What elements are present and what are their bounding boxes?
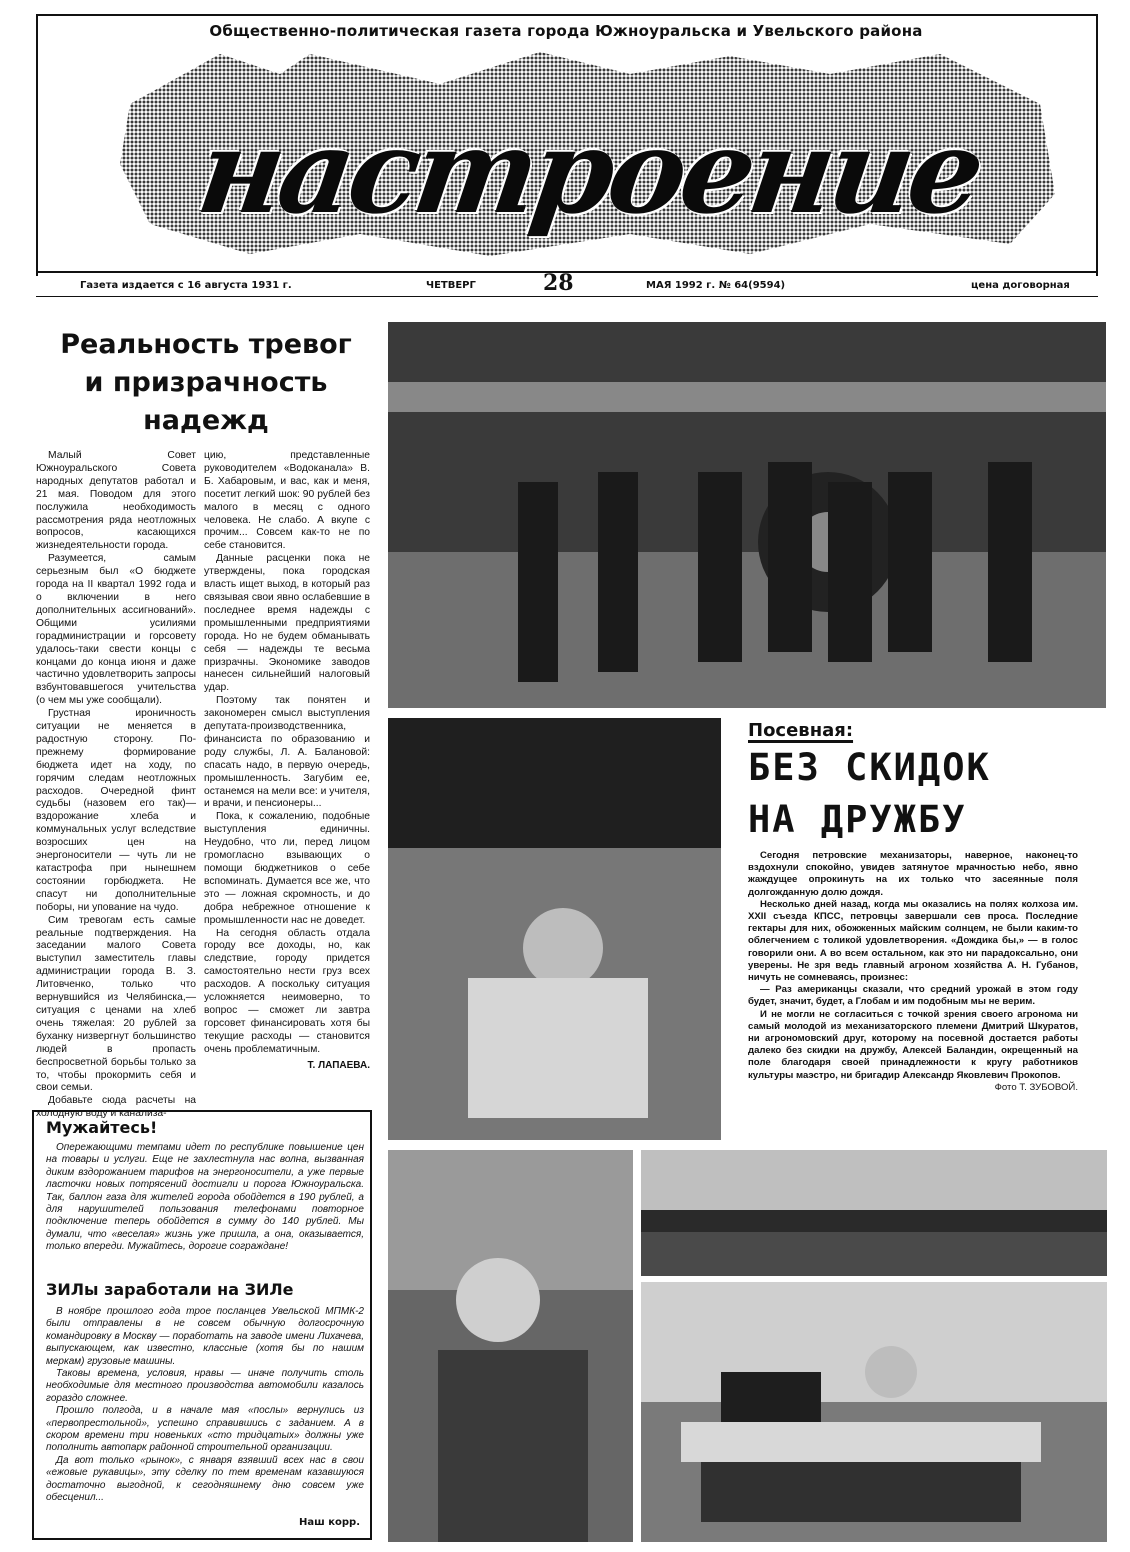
paragraph: Сегодня петровские механизаторы, наверное, наконец-то вздохнули спокойно, увидев затянутое мрачностью небо, явно жаждущее опрокинуть на их только что засеянные поля долгожданную долю дождя. xyxy=(748,850,1078,898)
headline-line: и призрачность xyxy=(84,367,328,398)
month-issue: МАЯ 1992 г. № 64(9594) xyxy=(646,280,786,291)
photo-man-crouching xyxy=(388,718,721,1140)
brief2-signature: Наш корр. xyxy=(299,1517,360,1528)
photo-field-machinery xyxy=(641,1150,1107,1276)
brief2-title: ЗИЛы заработали на ЗИЛе xyxy=(46,1280,294,1299)
paragraph: На сегодня область отдала городу все доходы, но, как следствие, городу придется самостоятельно нести груз всех расходов. А поскольку ситуация усложняется неимоверно, то вопрос — сможет ли завтра горсовет финансировать хотя бы текущие расходы — становится очень проблематичным. xyxy=(204,927,370,1055)
sowing-kicker: Посевная: xyxy=(748,720,854,741)
paragraph: Прошло полгода, и в начале мая «послы» вернулись из «первопрестольной», успешно справившись с заданием. А в скором времени три новеньких «сто тридцатых» должны уже пополнить автопарк районной строительной организации. xyxy=(46,1405,364,1454)
photo-man-in-cap-image xyxy=(388,1150,633,1542)
paragraph: В ноябре прошлого года трое посланцев Увельской МПМК-2 были отправлены в не совсем обычную долгосрочную командировку в Москву — поработать на заводе имени Лихачева, выпускающем, как известно, классные (хотя бы по нашим меркам) грузовые машины. xyxy=(46,1306,364,1367)
paragraph: И не могли не согласиться с точкой зрения своего агронома ни самый молодой из механизаторского племени Дмитрий Шкуратов, ни агрономовский друг, которому на посевной достается работы далеко без скидки на дружбу, Алексей Баландин, окрещенный на поле благодаря своей принадлежности к кругу работников культуры маэстро, ни бригадир Александр Яковлевич Прокопов. xyxy=(748,1008,1078,1081)
sowing-headline-line1: БЕЗ СКИДОК xyxy=(748,746,991,789)
paragraph: Таковы времена, условия, нравы — иначе получить столь необходимые для местного производства автомобили казалось гораздо сложнее. xyxy=(46,1368,364,1404)
paragraph: Данные расценки пока не утверждены, пока городская власть ищет выход, в который раз связывая свои явно ослабевшие в последнее время надежды с промышленными предприятиями города. Но не будем обманывать себя — надежды те весьма призрачны. Экономике заводов нанесен сильнейший налоговый удар. xyxy=(204,553,370,694)
photo-man-crouching-image xyxy=(388,718,721,1140)
photo-man-in-cap xyxy=(388,1150,633,1542)
founded-note: Газета издается с 16 августа 1931 г. xyxy=(80,280,292,291)
paragraph: Малый Совет Южноуральского Совета народных депутатов работал и 21 мая. Поводом для этого послужила необходимость рассмотрения ряда неотложных вопросов, касающихся жизнедеятельности города. xyxy=(36,450,196,552)
sowing-headline-line2: НА ДРУЖБУ xyxy=(748,798,967,841)
header-rule-left xyxy=(36,14,38,276)
paragraph: Опережающими темпами идет по республике повышение цен на товары и услуги. Еще не захлестнула нас волна, вызванная диким вздорожанием тарифов на энергоносители, а уже первые ласточки новых потрясений достигли и порога Южноуральска. Так, баллон газа для жителей города обойдется в 190 рублей, а для нарушителей пользования телефонами повторное подключение теперь обойдется в сумму до 140 рублей. Мы думали, что «веселая» жизнь уже пришла, а она, оказывается, только впереди. Мужайтесь, дорогие сограждане! xyxy=(46,1142,364,1253)
meta-row xyxy=(36,270,1096,296)
article-left-signature: Т. ЛАПАЕВА. xyxy=(307,1059,370,1071)
article-left-headline xyxy=(36,326,376,440)
article-left-col2 xyxy=(204,450,370,1073)
photo-man-at-seeder xyxy=(641,1282,1107,1542)
paragraph: Пока, к сожалению, подобные выступления единичны. Неудобно, что ли, перед лицом громогласно взывающих о помощи бюджетников о себе вспоминать. Думается все же, что это — ложная скромность, и до добра небрежное отношение к промышленности нас не доведет. xyxy=(204,811,370,926)
headline-line: надежд xyxy=(143,405,269,436)
briefs-box xyxy=(32,1110,372,1540)
paragraph: — Раз американцы сказали, что средний урожай в этом году будет, значит, будет, а Глобам и им подобным мы не верим. xyxy=(748,984,1078,1008)
brief1-title: Мужайтесь! xyxy=(46,1118,158,1137)
paragraph: цию, представленные руководителем «Водоканала» В. Б. Хабаровым, и вас, как и меня, посетит легкий шок: 90 рублей без малого в месяц с одного человека. Не слабо. А вкупе с прочим... Совсем как-то не по себе становится. xyxy=(204,450,370,552)
header-rule-right xyxy=(1096,14,1098,276)
masthead-title: настроение xyxy=(190,104,988,240)
paragraph: Разумеется, самым серьезным был «О бюджете города на II квартал 1992 года и о включении в него дополнительных ассигнований». Общими усилиями горадминистрации и горсовету удалось-таки свести концы с концами до конца июня и даже частично удовлетворить запросы взбунтовавшегося учительства (о чем мы уже сообщали). xyxy=(36,553,196,707)
masthead-subtitle: Общественно-политическая газета города Южноуральска и Увельского района xyxy=(209,22,923,40)
sowing-body xyxy=(748,850,1078,1094)
masthead-logo xyxy=(110,44,1070,264)
paragraph: Добавьте сюда расчеты на холодную воду и канализа- xyxy=(36,1095,196,1120)
photo-field-machinery-image xyxy=(641,1150,1107,1276)
header-rule-top xyxy=(36,14,1098,16)
paragraph: Сим тревогам есть самые реальные подтверждения. На заседании малого Совета выступил заместитель главы администрации города В. З. Литовченко, только что вернувшийся из Челябинска,— ситуация с ценами на хлеб очень тяжелая: 20 рублей за буханку низвергнут большинство людей в пропасть беспросветной борьбы только за то, чтобы прокормить себя и свои семьи. xyxy=(36,914,196,1094)
brief2-text xyxy=(46,1306,364,1505)
photo-man-at-seeder-image xyxy=(641,1282,1107,1542)
photo-group-walking xyxy=(388,322,1106,708)
article-left-col1 xyxy=(36,450,196,1121)
headline-line: Реальность тревог xyxy=(60,329,352,360)
meta-rule xyxy=(36,296,1098,297)
paragraph: Да вот только «рынок», с января взявший всех нас в свои «ежовые рукавицы», эту сделку по тем временам казавшуюся достаточно выгодной, к сегодняшнему дню совсем уже обесценил... xyxy=(46,1454,364,1504)
paragraph: Несколько дней назад, когда мы оказались на полях колхоза им. XXII съезда КПСС, петровцы завершали сев проса. Последние гектары для них, обожженных майским солнцем, не были каким-то облегчением с толикой удовлетворения. «Дождика бы,» — в голос говорили они. А во всем остальном, как это ни парадоксально, они уверены. Не зря ведь главный агроном хозяйства А. Н. Губанов, ничуть не сомневаясь, произнес: xyxy=(748,898,1078,984)
paragraph: Поэтому так понятен и закономерен смысл выступления депутата-производственника, финансиста по образованию и роду службы, Л. А. Балановой: спасать надо, в первую очередь, промышленность. Загубим ее, останемся на мели все: и учителя, и врачи, и пенсионеры... xyxy=(204,695,370,810)
issue-day: 28 xyxy=(543,270,574,296)
photo-group-walking-image xyxy=(388,322,1106,708)
price: цена договорная xyxy=(971,280,1070,291)
photo-credit: Фото Т. ЗУБОВОЙ. xyxy=(994,1081,1078,1093)
brief1-text xyxy=(46,1142,364,1254)
weekday: ЧЕТВЕРГ xyxy=(426,280,476,291)
paragraph: Грустная ироничность ситуации не меняется в радостную сторону. По-прежнему формирование бюджета идет на ходу, по горячим следам неотложных расходов. Очередной финт судьбы (назовем его так)—вздорожание хлеба и коммунальных услуг вследствие возросших цен на энергоносители — чуть ли не катастрофа при нынешнем состоянии горбюджета. Не спасут ни дополнительные поборы, ни упование на чудо. xyxy=(36,708,196,913)
